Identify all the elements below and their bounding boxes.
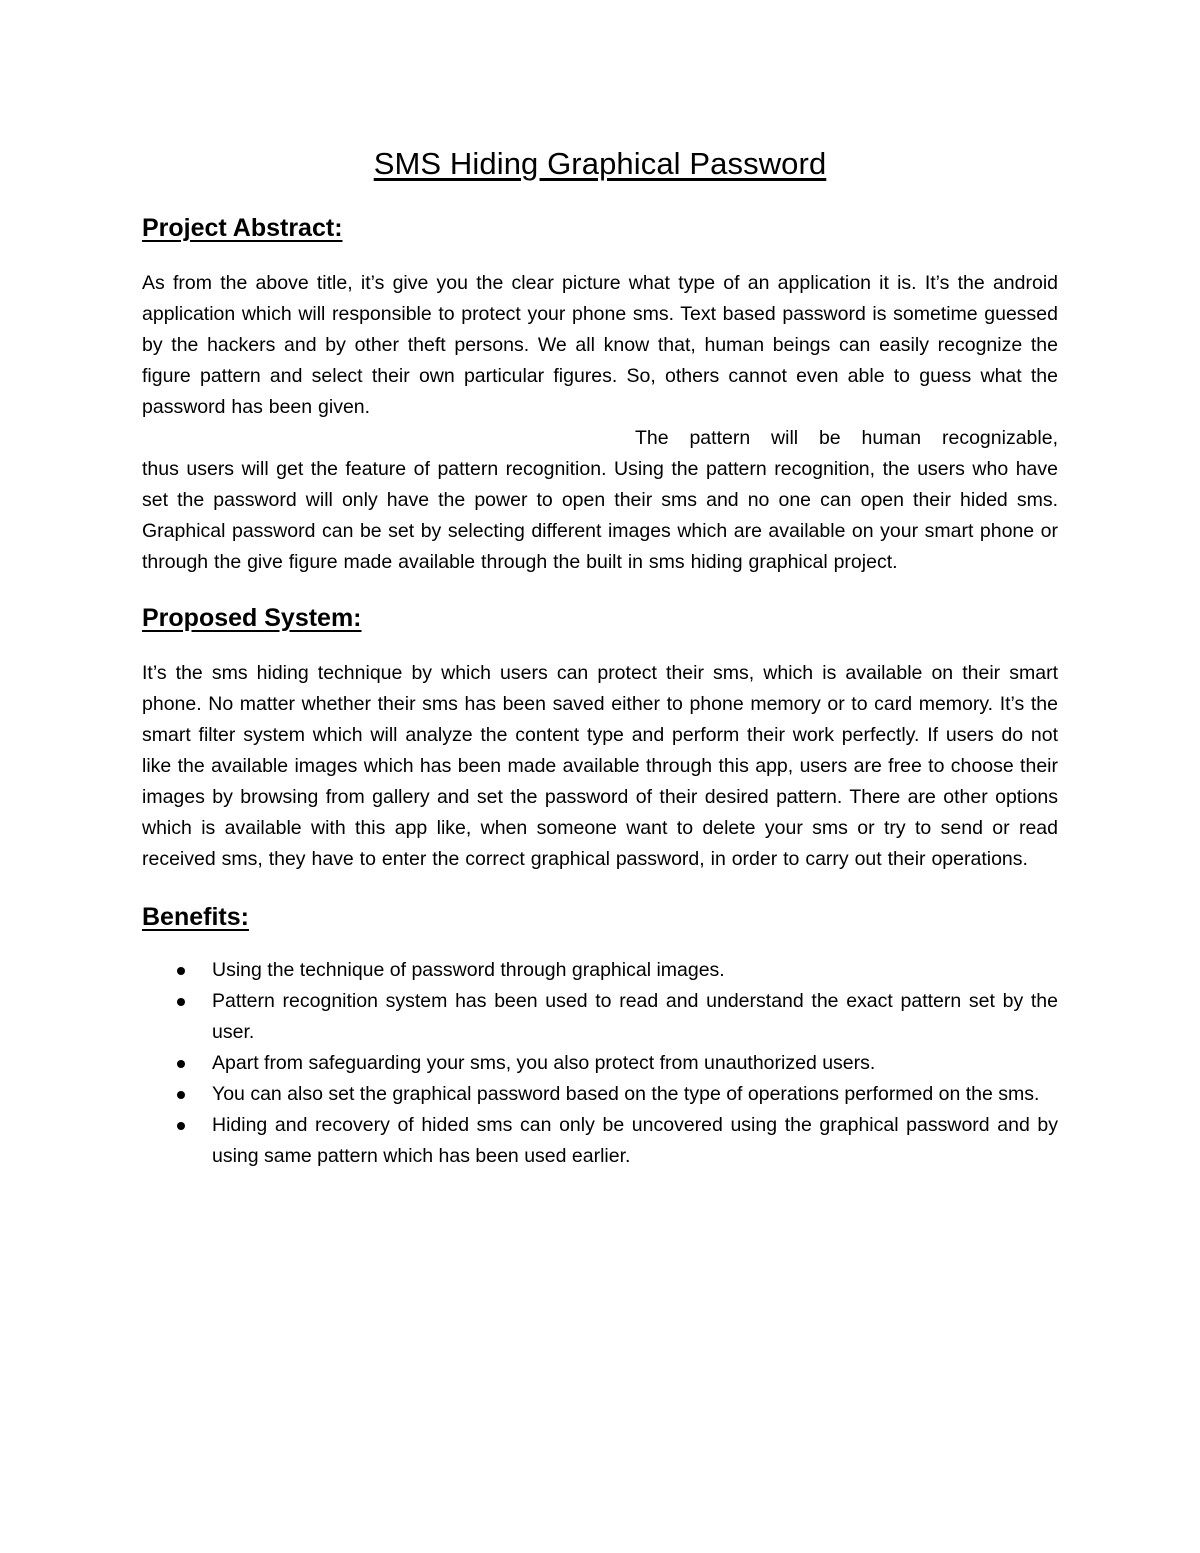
benefit-text: Hiding and recovery of hided sms can only be uncovered using the graphical password and by using same pattern which has been used earlier. bbox=[212, 1114, 1058, 1167]
benefit-item bbox=[142, 1079, 1058, 1110]
benefits-heading: Benefits: bbox=[142, 903, 249, 931]
abstract-indented-line: The pattern will be human recognizable, bbox=[635, 427, 1058, 449]
bullet-icon bbox=[177, 1122, 185, 1130]
benefits-list bbox=[142, 955, 1058, 1172]
benefit-text: Apart from safeguarding your sms, you also protect from unauthorized users. bbox=[212, 1052, 876, 1074]
document-body bbox=[142, 140, 1058, 1172]
bullet-icon bbox=[177, 1060, 185, 1068]
benefit-item bbox=[142, 955, 1058, 986]
benefit-item bbox=[142, 1048, 1058, 1079]
benefit-text: Using the technique of password through graphical images. bbox=[212, 959, 725, 981]
abstract-paragraph-continued bbox=[142, 423, 1058, 578]
proposed-system-paragraph: It’s the sms hiding technique by which users can protect their sms, which is available on their smart phone. No matter whether their sms has been saved either to phone memory or to card memory. It’s the smart filter system which will analyze the content type and perform their work perfectly. If users do not like the available images which has been made available through this app, users are free to choose their images by browsing from gallery and set the password of their desired pattern. There are other options which is available with this app like, when someone want to delete your sms or try to send or read received sms, they have to enter the correct graphical password, in order to carry out their operations. bbox=[142, 662, 1058, 870]
proposed-system-heading: Proposed System: bbox=[142, 604, 362, 632]
benefit-text: You can also set the graphical password based on the type of operations performed on the sms. bbox=[212, 1083, 1040, 1105]
benefit-text: Pattern recognition system has been used to read and understand the exact pattern set by the user. bbox=[212, 990, 1058, 1043]
bullet-icon bbox=[177, 967, 185, 975]
benefit-item bbox=[142, 986, 1058, 1048]
document-title: SMS Hiding Graphical Password bbox=[373, 146, 827, 181]
abstract-heading: Project Abstract: bbox=[142, 214, 343, 242]
bullet-icon bbox=[177, 998, 185, 1006]
abstract-paragraph: As from the above title, it’s give you the clear picture what type of an application it is. It’s the android application which will responsible to protect your phone sms. Text based password is sometime guessed by the hackers and by other theft persons. We all know that, human beings can easily recognize the figure pattern and select their own particular figures. So, others cannot even able to guess what the password has been given. bbox=[142, 272, 1058, 418]
bullet-icon bbox=[177, 1091, 185, 1099]
abstract-paragraph-continued-text: thus users will get the feature of pattern recognition. Using the pattern recognition, the users who have set the password will only have the power to open their sms and no one can open their hided sms. Graphical password can be set by selecting different images which are available on your smart phone or through the give figure made available through the built in sms hiding graphical project. bbox=[142, 458, 1058, 573]
benefit-item bbox=[142, 1110, 1058, 1172]
